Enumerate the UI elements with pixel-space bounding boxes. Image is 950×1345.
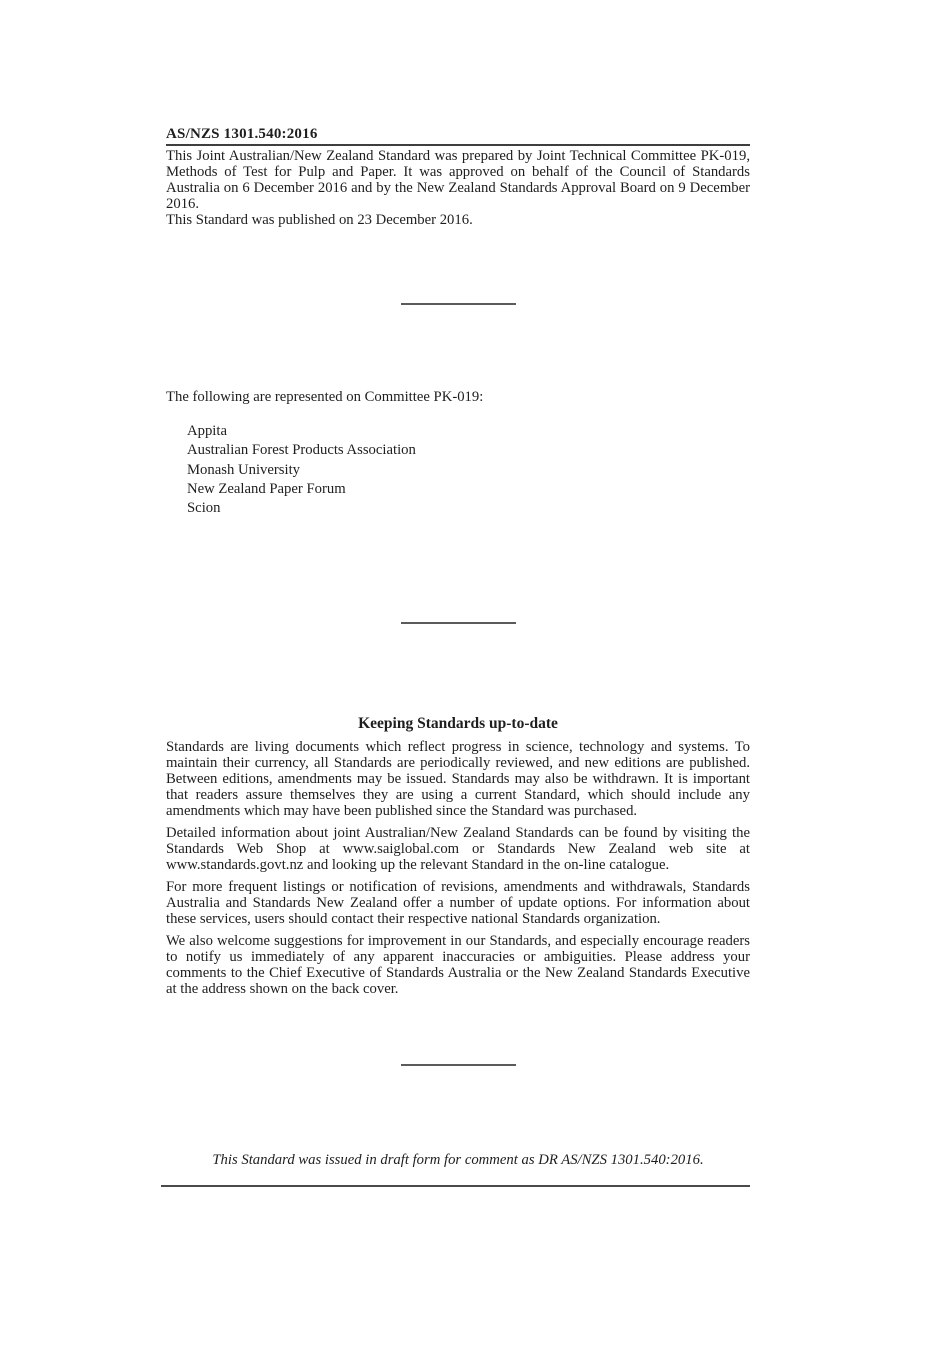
keeping-standards-paragraph: Standards are living documents which reflect progress in science, technology and systems. To maintain their currency, all Standards are periodically reviewed, and new editions are published. Between editions, amendments may be issued. Standards may also be withdrawn. It is important that readers assure themselves they are using a current Standard, which should include any amendments which may have been published since the Standard was purchased. <box>166 739 750 820</box>
preparation-paragraph: This Joint Australian/New Zealand Standard was prepared by Joint Technical Committee PK-019, Methods of Test for Pulp and Paper. It was approved on behalf of the Council of Standards Australia on 6 December 2016 and by the New Zealand Standards Approval Board on 9 December 2016. <box>166 148 750 212</box>
draft-comment-note: This Standard was issued in draft form for comment as DR AS/NZS 1301.540:2016. <box>212 1152 704 1169</box>
document-content <box>166 0 750 1187</box>
committee-member-item: Appita <box>187 423 227 439</box>
keeping-standards-paragraph: For more frequent listings or notification of revisions, amendments and withdrawals, Standards Australia and Standards New Zealand offer a number of update options. For information about these services, users should contact their respective national Standards organization. <box>166 879 750 928</box>
publication-date-line: This Standard was published on 23 December 2016. <box>166 212 473 228</box>
standard-number-heading: AS/NZS 1301.540:2016 <box>166 126 750 146</box>
committee-member-list <box>166 422 750 518</box>
footer-rule <box>161 1185 750 1187</box>
keeping-standards-paragraph: Detailed information about joint Australian/New Zealand Standards can be found by visiting the Standards Web Shop at www.saiglobal.com or Standards New Zealand web site at www.standards.govt.nz and looking up the relevant Standard in the on-line catalogue. <box>166 825 750 874</box>
keeping-standards-heading: Keeping Standards up-to-date <box>358 715 558 733</box>
section-divider <box>401 1064 516 1066</box>
section-divider <box>401 303 516 305</box>
keeping-standards-paragraph: We also welcome suggestions for improvement in our Standards, and especially encourage readers to notify us immediately of any apparent inaccuracies or ambiguities. Please address your comments to the Chief Executive of Standards Australia or the New Zealand Standards Executive at the address shown on the back cover. <box>166 933 750 998</box>
committee-member-item: Scion <box>187 500 221 517</box>
committee-member-item: New Zealand Paper Forum <box>187 480 346 497</box>
committee-member-item: Monash University <box>187 461 301 478</box>
committee-intro: The following are represented on Committee PK-019: <box>166 389 484 405</box>
committee-member-item: Australian Forest Products Association <box>187 442 416 459</box>
section-divider <box>401 622 516 624</box>
